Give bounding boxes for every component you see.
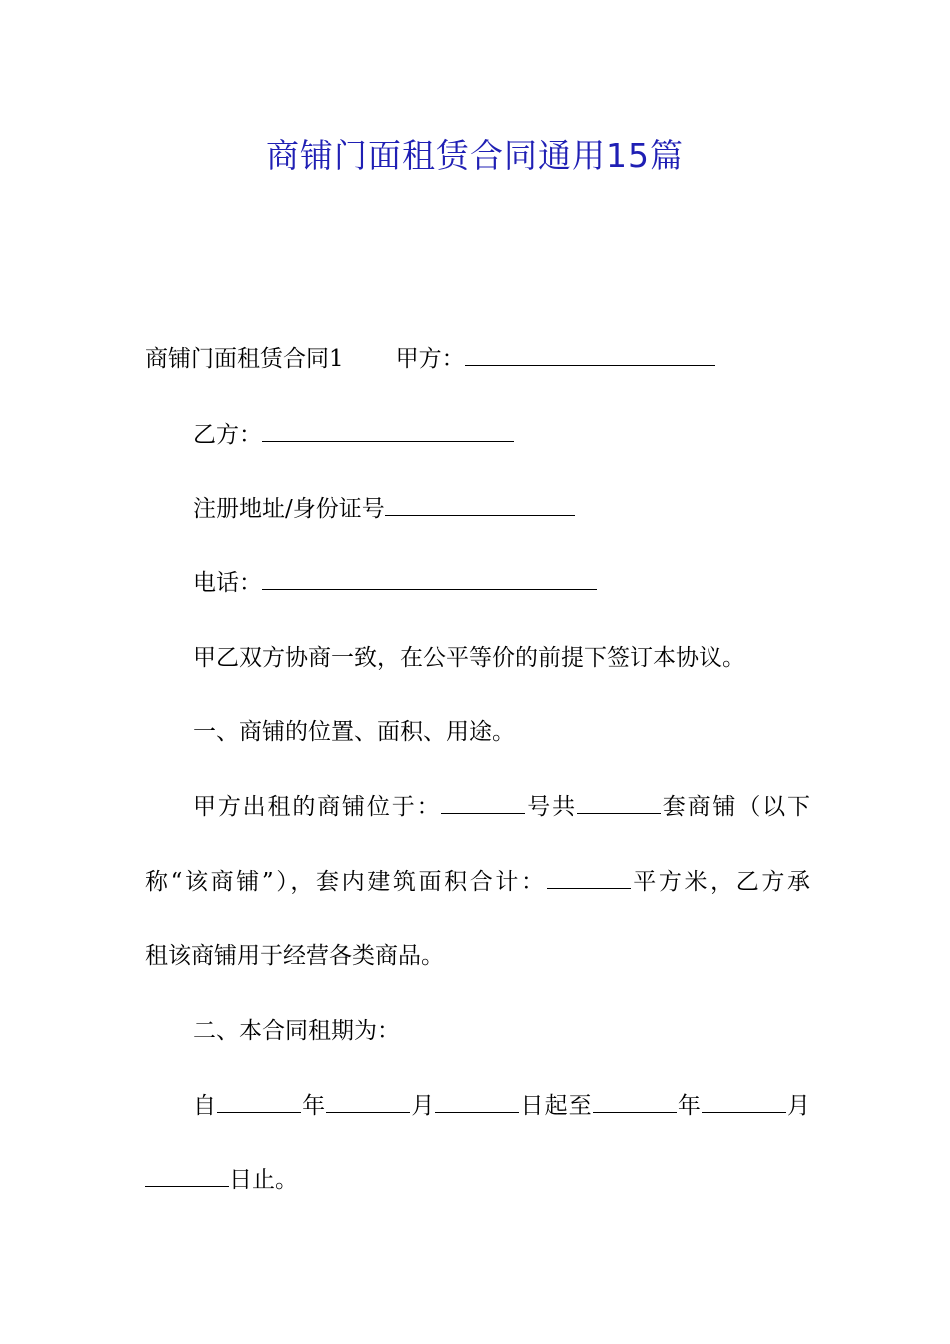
start-month-label: 月 — [410, 1093, 436, 1119]
location-label: 甲方出租的商铺位于： — [193, 794, 442, 820]
end-month-blank[interactable] — [702, 1092, 786, 1113]
end-month-label: 月 — [785, 1093, 811, 1119]
party-b-label: 乙方： — [193, 422, 262, 448]
area-suffix: 平方米，乙方承 — [630, 869, 810, 895]
end-year-label: 年 — [676, 1093, 702, 1119]
start-year-label: 年 — [301, 1093, 327, 1119]
party-a-label: 甲方： — [395, 346, 465, 372]
section1-heading-text: 一、商铺的位置、面积、用途。 — [193, 719, 515, 745]
location-count-label: 号共 — [525, 794, 577, 820]
address-id-label: 注册地址/身份证号 — [193, 496, 385, 522]
end-year-blank[interactable] — [593, 1092, 677, 1113]
section1-line-1 — [193, 792, 810, 822]
term-from-label: 自 — [193, 1093, 218, 1119]
intro-paragraph — [193, 643, 810, 673]
party-b-blank[interactable] — [262, 421, 514, 442]
phone-label: 电话： — [193, 570, 262, 596]
term-line-2 — [145, 1165, 810, 1195]
start-day-blank[interactable] — [435, 1092, 519, 1113]
address-id-line — [193, 494, 810, 524]
party-a-line — [145, 344, 810, 374]
phone-line — [193, 568, 810, 598]
start-month-blank[interactable] — [326, 1092, 410, 1113]
section1-line-3 — [145, 941, 810, 971]
area-label: 称“该商铺”），套内建筑面积合计： — [145, 869, 547, 895]
phone-blank[interactable] — [262, 569, 597, 590]
start-year-blank[interactable] — [217, 1092, 301, 1113]
shop-count-suffix: 套商铺（以下 — [660, 794, 811, 820]
section1-heading — [193, 717, 810, 747]
section1-line-2 — [145, 867, 810, 897]
section2-heading — [193, 1016, 810, 1046]
party-b-line — [193, 420, 810, 450]
document-title: 商铺门面租赁合同通用15篇 — [266, 136, 684, 175]
term-line-1 — [193, 1091, 810, 1121]
area-blank[interactable] — [547, 868, 631, 889]
shop-count-blank[interactable] — [577, 793, 661, 814]
section2-heading-text: 二、本合同租期为： — [193, 1018, 400, 1044]
end-day-blank[interactable] — [145, 1166, 229, 1187]
start-day-label: 日起至 — [519, 1093, 593, 1119]
term-end-label: 日止。 — [229, 1167, 298, 1193]
address-id-blank[interactable] — [385, 495, 575, 516]
intro-text: 甲乙双方协商一致，在公平等价的前提下签订本协议。 — [193, 645, 745, 671]
location-number-blank[interactable] — [441, 793, 525, 814]
usage-text: 租该商铺用于经营各类商品。 — [145, 943, 444, 969]
contract-heading: 商铺门面租赁合同1 — [145, 346, 344, 372]
party-a-blank[interactable] — [465, 345, 715, 366]
